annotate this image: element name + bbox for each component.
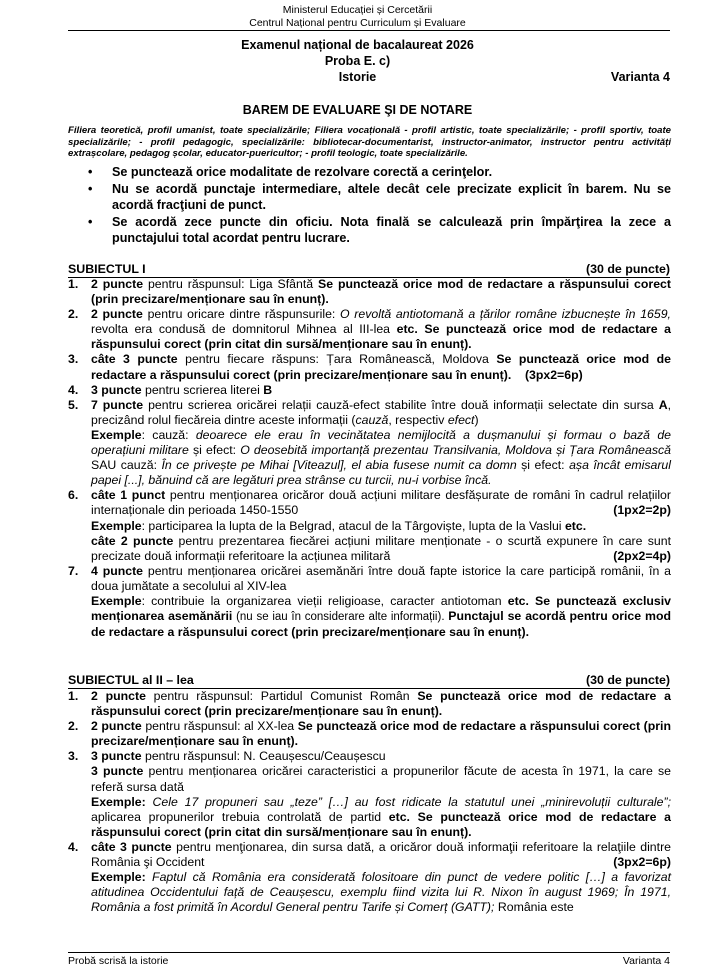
list-item: 5. 7 puncte pentru scrierea oricărei relații cauză-efect stabilite între două informații selectate din sursa A, precizând rolul fiecăreia dintre aceste informații (cauză, respectiv efect) Exemple: cauză: deoarece ele erau în vecinătatea nemijlocită a dușmanului și formau o bază de operațiuni militare și efect: O deosebită importanță prezentau Transilvania, Moldova și Țara Românească SAU cauză: În ce privește pe Mihai [Viteazul], el abia fusese numit ca domn și efect: așa încât emisarul papei [...], bănuind că are legături prea strânse cu turcii, nu-i vorbise încă. — [68, 397, 671, 488]
bullet-icon: • — [88, 181, 93, 196]
list-item: 6. câte 1 punct pentru menționarea oricăror două acțiuni militare desfășurate de români în cadrul relațiilor internaționale din perioada 1450-1550 (1px2=2p) Exemple: participarea la lupta de la Belgrad, atacul de la Târgoviște, lupta de la Vaslui etc. câte 2 puncte pentru prezentarea fiecărei acțiuni militare menționate - o scurtă expunere în care sunt precizate două informații referitoare la acțiunea militară (2px2=4p) — [68, 488, 672, 563]
list-item: 3. 3 puncte pentru răspunsul: N. Ceaușescu/Ceaușescu 3 puncte pentru menționarea oricărei caracteristici a propunerilor făcute de acesta în 1971, la care se referă sursa dată Exemple: Cele 17 propuneri sau „teze” […] au fost ridicate la statutul unei „minirevoluții culturale”; aplicarea propunerilor trebuia controlată de partid etc. Se punctează orice mod de redactare a răspunsului corect (prin citat din sursă/menționare sau în enunț). — [68, 749, 671, 839]
center-name: Centrul Național pentru Curriculum și Evaluare — [249, 17, 466, 29]
bullet-icon: • — [88, 214, 93, 229]
section-heading-1: SUBIECTUL I (30 de puncte) — [68, 262, 670, 276]
list-item: 4. câte 3 puncte pentru menţionarea, din sursa dată, a oricăror două informaţii referitoare la relaţiile dintre România şi Occident (3px2=6p) Exemple: Faptul că România era considerată folositoare din punct de vedere politic […] a favorizat atitudinea Occidentului față de Ceaușescu, exemplu fiind vizita lui R. Nixon în august 1969; În 1971, România a fost primită în Acordul General pentru Tarife și Comerț (GATT); România este — [68, 839, 672, 915]
page-footer — [68, 952, 670, 967]
list-item: 4. 3 puncte pentru scrierea literei B — [68, 382, 273, 397]
rule-item: • Se acordă zece puncte din oficiu. Nota finală se calculează prin împărţirea la zece a punctajului total acordat pentru lucrare. — [88, 214, 671, 245]
section-1-items — [68, 277, 671, 640]
list-item: 1. 2 puncte pentru răspunsul: Partidul Comunist Român Se punctează orice mod de redactare a răspunsului corect (prin precizare/menționare sau în enunț). — [68, 689, 671, 719]
section-heading-2: SUBIECTUL al II – lea (30 de puncte) — [68, 673, 670, 687]
exam-title: Examenul național de bacalaureat 2026 — [241, 38, 474, 52]
list-item: 1. 2 puncte pentru răspunsul: Liga Sfântă Se punctează orice mod de redactare a răspunsului corect (prin precizare/menționare sau în enunț). — [68, 277, 671, 307]
subject-label: Istorie — [338, 70, 377, 84]
list-item: 2. 2 puncte pentru oricare dintre răspunsurile: O revoltă antiotomană a țărilor române izbucnește în 1659, revolta era condusă de domnitorul Mihnea al III-lea etc. Se punctează orice mod de redactare a răspunsului corect (prin citat din sursă/menționare sau în enunț). — [68, 307, 671, 352]
footer-right: Varianta 4 — [622, 955, 670, 967]
filiera-text: Filiera teoretică, profil umanist, toate specializările; Filiera vocațională - profil artistic, toate specializările; - profil sportiv, toate specializările; - profil pedagogic, specializările: bibliotecar-documentarist, instructor-animator, instructor pentru activități extrașcolare, pedagog școlar, educator-puericultor; - profil teologic, toate specializările. — [68, 125, 671, 160]
barem-title: BAREM DE EVALUARE ŞI DE NOTARE — [242, 103, 473, 117]
rule-item: • Nu se acordă punctaje intermediare, altele decât cele precizate explicit în barem. Nu se acordă fracţiuni de punct. — [88, 181, 671, 212]
section-2-items — [68, 689, 671, 915]
bullet-icon: • — [88, 165, 93, 179]
list-item: 2. 2 puncte pentru răspunsul: al XX-lea Se punctează orice mod de redactare a răspunsului corect (prin precizare/menționare sau în enunț). — [68, 719, 671, 749]
general-rules — [68, 164, 671, 247]
ministry-name: Ministerul Educației și Cercetării — [282, 4, 433, 16]
variant-label: Varianta 4 — [610, 70, 670, 84]
header-divider — [68, 30, 670, 31]
footer-left: Probă scrisă la istorie — [68, 955, 169, 967]
rule-item: • Se punctează orice modalitate de rezolvare corectă a cerinţelor. — [88, 165, 493, 179]
proba-label: Proba E. c) — [324, 54, 391, 68]
list-item: 7. 4 puncte pentru menționarea oricărei asemănări între două fapte istorice la care participă românii, în a doua jumătate a secolului al XIV-lea Exemple: contribuie la organizarea vieții religioase, caracter antiotoman etc. Se punctează exclusiv menționarea asemănării (nu se iau în considerare alte informații). Punctajul se acordă pentru orice mod de redactare a răspunsului corect (prin precizare/menționare sau în enunț). — [68, 563, 672, 640]
list-item: 3. câte 3 puncte pentru fiecare răspuns: Țara Românească, Moldova Se punctează orice mod de redactare a răspunsului corect (prin precizare/menționare sau în enunț). (3px2=6p) — [68, 352, 671, 382]
